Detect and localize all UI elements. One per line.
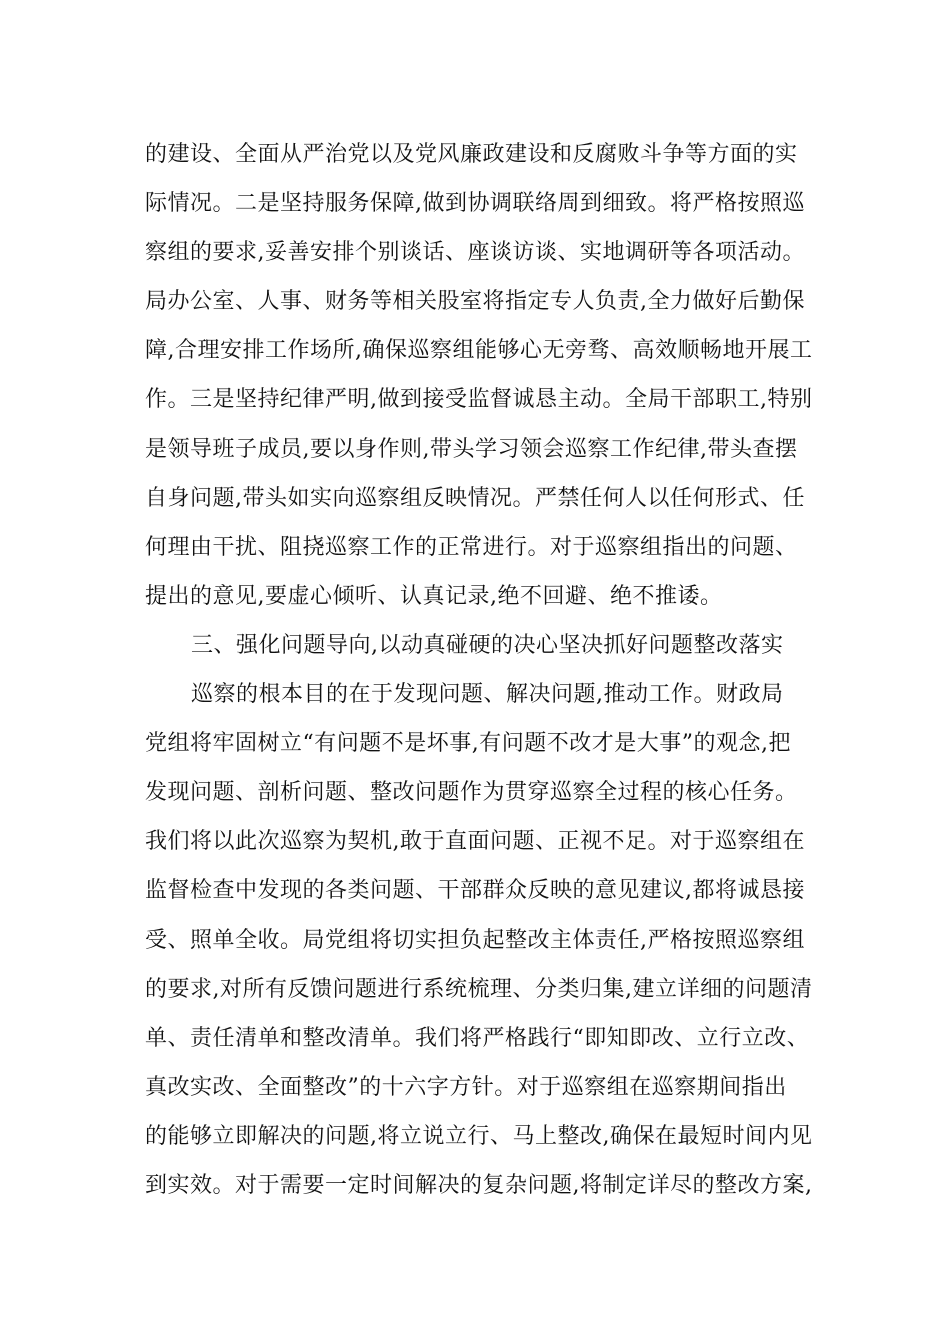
paragraph-line: 真改实改、全面整改”的十六字方针。对于巡察组在巡察期间指出 — [145, 1074, 787, 1100]
paragraph-line: 单、责任清单和整改清单。我们将严格践行“即知即改、立行立改、 — [145, 1025, 810, 1051]
paragraph-line: 是领导班子成员,要以身作则,带头学习领会巡察工作纪律,带头查摆 — [145, 436, 798, 462]
paragraph-line: 我们将以此次巡察为契机,敢于直面问题、正视不足。对于巡察组在 — [145, 829, 805, 855]
paragraph-line: 监督检查中发现的各类问题、干部群众反映的意见建议,都将诚恳接 — [145, 878, 805, 904]
paragraph-line: 的要求,对所有反馈问题进行系统梳理、分类归集,建立详细的问题清 — [145, 976, 813, 1002]
paragraph-line: 察组的要求,妥善安排个别谈话、座谈访谈、实地调研等各项活动。 — [145, 240, 805, 266]
paragraph-line: 的能够立即解决的问题,将立说立行、马上整改,确保在最短时间内见 — [145, 1123, 813, 1149]
section-heading: 三、强化问题导向,以动真碰硬的决心坚决抓好问题整改落实 — [191, 632, 784, 658]
paragraph-line: 作。三是坚持纪律严明,做到接受监督诚恳主动。全局干部职工,特别 — [145, 387, 813, 413]
paragraph-line: 自身问题,带头如实向巡察组反映情况。严禁任何人以任何形式、任 — [145, 485, 805, 511]
paragraph-line: 提出的意见,要虚心倾听、认真记录,绝不回避、绝不推诿。 — [145, 583, 723, 609]
paragraph-line: 局办公室、人事、财务等相关股室将指定专人负责,全力做好后勤保 — [145, 289, 805, 315]
paragraph-line: 巡察的根本目的在于发现问题、解决问题,推动工作。财政局 — [191, 682, 784, 708]
paragraph-line: 障,合理安排工作场所,确保巡察组能够心无旁骛、高效顺畅地开展工 — [145, 338, 813, 364]
paragraph-line: 发现问题、剖析问题、整改问题作为贯穿巡察全过程的核心任务。 — [145, 780, 798, 806]
paragraph-line: 何理由干扰、阻挠巡察工作的正常进行。对于巡察组指出的问题、 — [145, 534, 798, 560]
paragraph-line: 际情况。二是坚持服务保障,做到协调联络周到细致。将严格按照巡 — [145, 191, 805, 217]
paragraph-line: 的建设、全面从严治党以及党风廉政建设和反腐败斗争等方面的实 — [145, 142, 798, 167]
paragraph-line: 党组将牢固树立“有问题不是坏事,有问题不改才是大事”的观念,把 — [145, 731, 791, 757]
paragraph-line: 到实效。对于需要一定时间解决的复杂问题,将制定详尽的整改方案, — [145, 1172, 813, 1198]
paragraph-line: 受、照单全收。局党组将切实担负起整改主体责任,严格按照巡察组 — [145, 927, 805, 953]
document-body — [145, 130, 815, 1210]
